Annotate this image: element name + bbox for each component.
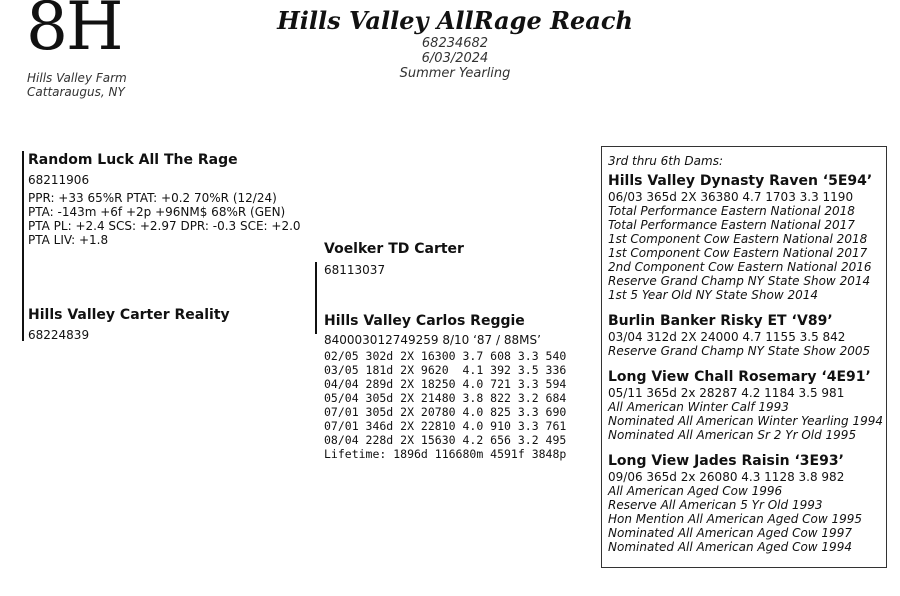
animal-date: 6/03/2024 <box>421 51 489 66</box>
grand-dam-name: Long View Jades Raisin ‘3E93’ <box>608 453 844 469</box>
achievement: Nominated All American Aged Cow 1994 <box>608 540 852 554</box>
lactation-record: 04/04 289d 2X 18250 4.0 721 3.3 594 <box>324 377 567 391</box>
grand-dam-name: Burlin Banker Risky ET ‘V89’ <box>608 313 833 329</box>
achievement: All American Aged Cow 1996 <box>608 484 783 498</box>
grand-dam-entry <box>608 312 886 358</box>
grand-dam-entry <box>608 452 886 554</box>
animal-id: 68234682 <box>421 36 489 51</box>
dam-name: Hills Valley Carter Reality <box>28 307 230 323</box>
farm-info <box>27 71 127 99</box>
achievement: All American Winter Calf 1993 <box>608 400 789 414</box>
maternal-sire-block <box>324 240 464 277</box>
achievement: Reserve Grand Champ NY State Show 2005 <box>608 344 871 358</box>
sire-stat-line: PTA PL: +2.4 SCS: +2.97 DPR: -0.3 SCE: +2.0 <box>28 219 301 233</box>
achievement: Hon Mention All American Aged Cow 1995 <box>608 512 863 526</box>
grand-dam-name: Hills Valley Dynasty Raven ‘5E94’ <box>608 173 873 189</box>
sire-id: 68211906 <box>28 173 90 187</box>
dam-block <box>28 306 230 342</box>
grand-dam-entry <box>608 172 886 302</box>
farm-name: Hills Valley Farm <box>27 71 127 85</box>
animal-name: Hills Valley AllRage Reach <box>277 6 633 35</box>
lactation-record: 05/04 305d 2X 21480 3.8 822 3.2 684 <box>324 391 567 405</box>
sire-stat-line: PTA LIV: +1.8 <box>28 233 109 247</box>
maternal-sire-id: 68113037 <box>324 263 386 277</box>
achievement: 1st 5 Year Old NY State Show 2014 <box>608 288 818 302</box>
achievement: 1st Component Cow Eastern National 2018 <box>608 232 868 246</box>
sire-stats <box>28 191 301 247</box>
dam-id: 68224839 <box>28 328 90 342</box>
sire-stat-line: PPR: +33 65%R PTAT: +0.2 70%R (12/24) <box>28 191 277 205</box>
lactation-record: 03/05 181d 2X 9620 4.1 392 3.5 336 <box>324 363 567 377</box>
grand-dam-record: 03/04 312d 2X 24000 4.7 1155 3.5 842 <box>608 330 846 344</box>
grand-dams-title: 3rd thru 6th Dams: <box>608 154 724 168</box>
animal-class: Summer Yearling <box>399 66 511 81</box>
grand-dam-record: 09/06 365d 2x 26080 4.3 1128 3.8 982 <box>608 470 845 484</box>
achievement: Nominated All American Winter Yearling 1994 <box>608 414 883 428</box>
achievement: Reserve Grand Champ NY State Show 2014 <box>608 274 871 288</box>
lactation-record: 07/01 346d 2X 22810 4.0 910 3.3 761 <box>324 419 567 433</box>
maternal-dam-id: 840003012749259 8/10 ‘87 / 88MS’ <box>324 333 541 347</box>
pedigree-bracket-left <box>22 151 24 341</box>
achievement: Total Performance Eastern National 2018 <box>608 204 855 218</box>
sire-block <box>28 151 301 247</box>
grand-dam-record: 06/03 365d 2X 36380 4.7 1703 3.3 1190 <box>608 190 854 204</box>
achievement: Reserve All American 5 Yr Old 1993 <box>608 498 823 512</box>
sire-name: Random Luck All The Rage <box>28 152 238 168</box>
farm-logo: 8H <box>26 0 122 65</box>
grand-dams-box <box>601 146 887 568</box>
maternal-dam-name: Hills Valley Carlos Reggie <box>324 313 525 329</box>
achievement: 1st Component Cow Eastern National 2017 <box>608 246 868 260</box>
grand-dam-record: 05/11 365d 2x 28287 4.2 1184 3.5 981 <box>608 386 845 400</box>
lactation-record: 08/04 228d 2X 15630 4.2 656 3.2 495 <box>324 433 567 447</box>
pedigree-bracket-middle <box>315 262 317 334</box>
maternal-dam-records <box>324 349 566 461</box>
sire-stat-line: PTA: -143m +6f +2p +96NM$ 68%R (GEN) <box>28 205 286 219</box>
animal-header <box>260 6 650 81</box>
lactation-record: 02/05 302d 2X 16300 3.7 608 3.3 540 <box>324 349 567 363</box>
maternal-sire-name: Voelker TD Carter <box>324 241 464 257</box>
maternal-dam-block <box>324 312 566 461</box>
achievement: Nominated All American Sr 2 Yr Old 1995 <box>608 428 857 442</box>
lactation-record: 07/01 305d 2X 20780 4.0 825 3.3 690 <box>324 405 567 419</box>
lifetime-record: Lifetime: 1896d 116680m 4591f 3848p <box>324 447 567 461</box>
achievement: Nominated All American Aged Cow 1997 <box>608 526 852 540</box>
farm-location: Cattaraugus, NY <box>27 85 125 99</box>
grand-dam-entry <box>608 368 886 442</box>
grand-dam-name: Long View Chall Rosemary ‘4E91’ <box>608 369 871 385</box>
achievement: 2nd Component Cow Eastern National 2016 <box>608 260 872 274</box>
achievement: Total Performance Eastern National 2017 <box>608 218 855 232</box>
